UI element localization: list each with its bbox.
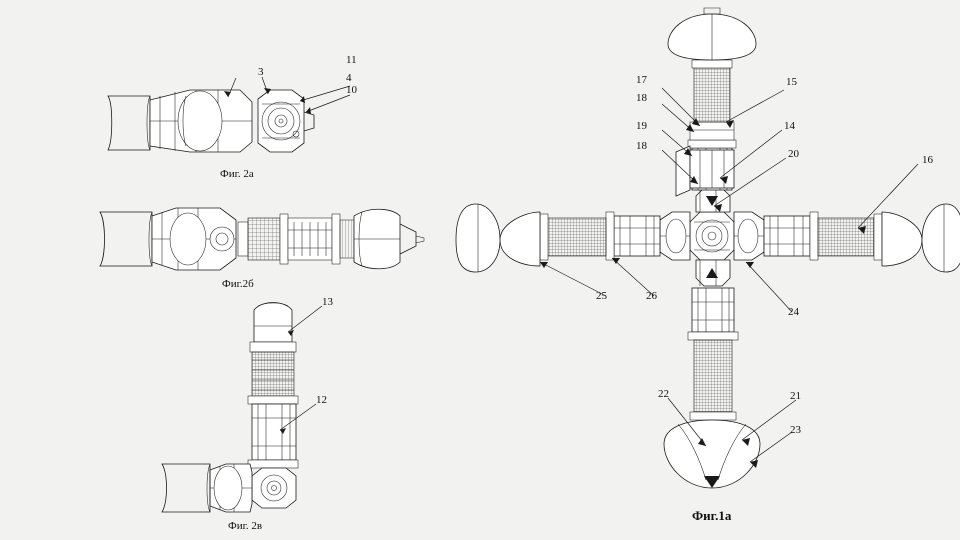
fig1a-callout-26: 26: [646, 290, 657, 302]
fig2a-callout-11: 11: [346, 54, 357, 66]
fig1a-callout-18b: 18: [636, 140, 647, 152]
fig-2v-artwork: [162, 303, 322, 513]
fig-1a-artwork: [456, 8, 960, 488]
fig2a-caption: Фиг. 2а: [220, 168, 254, 180]
fig1a-callout-16: 16: [922, 154, 933, 166]
fig2a-callout-3: 3: [258, 66, 264, 78]
fig2v-callout-12: 12: [316, 394, 327, 406]
fig2a-callout-4: 4: [346, 72, 352, 84]
fig1a-callout-17: 17: [636, 74, 647, 86]
fig1a-callout-20: 20: [788, 148, 799, 160]
fig-2a-artwork: [108, 77, 350, 152]
fig1a-callout-19: 19: [636, 120, 647, 132]
fig1a-caption: Фиг.1а: [692, 508, 732, 523]
fig-2b-artwork: [100, 208, 424, 270]
fig1a-callout-21: 21: [790, 390, 801, 402]
fig1a-callout-23: 23: [790, 424, 801, 436]
fig2b-caption: Фиг.2б: [222, 278, 254, 290]
fig1a-callout-15: 15: [786, 76, 797, 88]
fig1a-callout-14: 14: [784, 120, 795, 132]
fig2v-caption: Фиг. 2в: [228, 520, 263, 532]
fig1a-callout-18a: 18: [636, 92, 647, 104]
fig1a-callout-25: 25: [596, 290, 607, 302]
fig2a-callout-10: 10: [346, 84, 357, 96]
fig2v-callout-13: 13: [322, 296, 333, 308]
fig1a-callout-24: 24: [788, 306, 799, 318]
fig1a-callout-22: 22: [658, 388, 669, 400]
